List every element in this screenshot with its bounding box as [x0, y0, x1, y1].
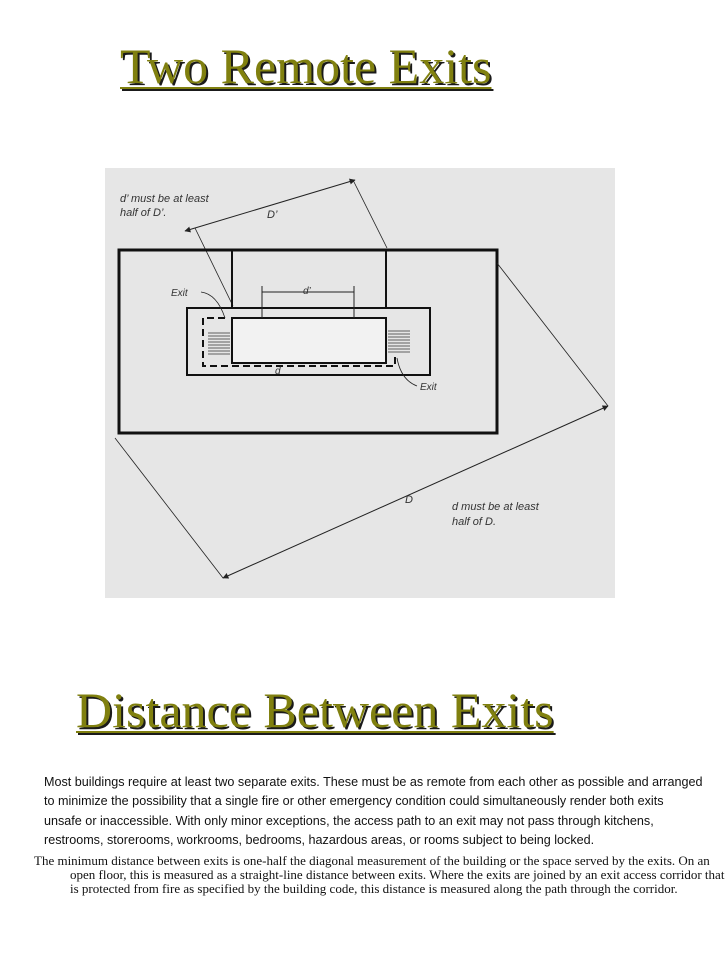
paragraph-exit-requirements: Most buildings require at least two separate exits. These must be as remote from each other as possible and arranged to minimize the possibility that a single fire or other emergency condition could simultaneously render both exits unsafe or inaccessible. With only minor exceptions, the access path to an exit may not pass through kitchens, restrooms, storerooms, workrooms, bedrooms, hazardous areas, or rooms subject to being locked.: [44, 775, 703, 847]
floor-plan-drawing: [105, 168, 615, 598]
page-title-two-remote-exits: Two Remote Exits: [120, 38, 492, 94]
page-title-distance-between-exits: Distance Between Exits: [76, 682, 554, 738]
label-exit-right: Exit: [420, 382, 437, 393]
exit-distance-diagram: [105, 168, 615, 598]
paragraph-minimum-distance: The minimum distance between exits is one-half the diagonal measurement of the building or the space served by the exits. On an open floor, this is measured as a straight-line distance between exits. Where the exits are joined by an exit access corridor that is protected from fire as specified by the building code, this distance is measured along the path through the corridor.: [34, 853, 725, 896]
core-room: [232, 318, 386, 363]
label-D-prime: D’: [267, 209, 278, 221]
note-d-line-2: half of D.: [452, 516, 497, 528]
label-exit-left: Exit: [171, 288, 188, 299]
label-d: d: [275, 366, 281, 377]
label-D: D: [405, 494, 413, 506]
note-d-prime-line-2: half of D’.: [120, 207, 167, 219]
note-d-line-1: d must be at least: [452, 501, 539, 513]
note-d-prime-line-1: d’ must be at least: [120, 193, 209, 205]
label-d-prime: d’: [303, 286, 311, 297]
diagram-background: [105, 168, 615, 598]
